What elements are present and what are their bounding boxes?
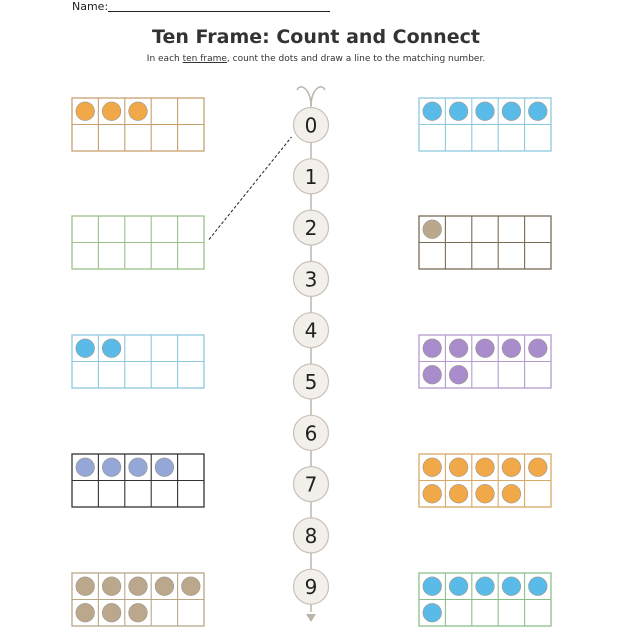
right-frame-3-dot: [476, 339, 495, 358]
right-frame-3-dot: [423, 339, 442, 358]
left-frame-5-dot: [155, 577, 174, 596]
left-frame-5-dot: [129, 603, 148, 622]
right-frame-5-dot: [529, 577, 548, 596]
number-label-9: 9: [304, 575, 318, 600]
right-frame-4-dot: [423, 484, 442, 503]
right-frame-1-dot: [423, 102, 442, 121]
page-title: Ten Frame: Count and Connect: [152, 26, 480, 48]
instructions-ten-frame-term: ten frame: [182, 54, 227, 64]
right-frame-2-dot: [423, 220, 442, 239]
right-frame-4-dot: [423, 458, 442, 477]
right-frame-5-dot: [423, 577, 442, 596]
spine-curl-left: [297, 87, 311, 106]
number-label-8: 8: [304, 523, 318, 548]
left-frame-5-dot: [76, 577, 95, 596]
number-label-4: 4: [304, 318, 318, 343]
instructions-part-1: In each: [146, 54, 183, 64]
left-frame-3-dot: [76, 339, 95, 358]
number-label-5: 5: [304, 370, 318, 394]
left-frame-4-dot: [76, 458, 95, 477]
left-frame-1-dot: [129, 102, 148, 121]
left-frame-5-dot: [129, 577, 148, 596]
right-frame-3-dot: [529, 339, 548, 358]
right-frame-1-dot: [502, 102, 521, 121]
left-frame-5-dot: [102, 577, 121, 596]
number-label-6: 6: [304, 421, 318, 446]
right-frame-5-dot: [476, 577, 495, 596]
right-frame-1-dot: [476, 102, 495, 121]
right-frame-3-dot: [449, 339, 468, 358]
right-frame-4-dot: [502, 484, 521, 503]
right-frame-1-dot: [449, 102, 468, 121]
right-frame-3-dot: [423, 365, 442, 384]
right-frame-4-dot: [449, 458, 468, 477]
right-frame-4-dot: [529, 458, 548, 477]
left-frame-1-dot: [102, 102, 121, 121]
spine-arrow-icon: [306, 614, 316, 622]
number-label-2: 2: [304, 216, 318, 241]
left-frame-5-dot: [102, 603, 121, 622]
right-frame-3-dot: [449, 365, 468, 384]
spine-curl-right: [311, 87, 325, 106]
example-connector-line: [209, 137, 292, 240]
number-label-3: 3: [304, 267, 318, 292]
left-frame-4-dot: [155, 458, 174, 477]
right-frame-1-dot: [529, 102, 548, 121]
left-frame-3-dot: [102, 339, 121, 358]
left-frame-4-dot: [129, 458, 148, 477]
number-label-1: 1: [304, 164, 318, 189]
left-frame-5-dot: [182, 577, 201, 596]
right-frame-4-dot: [449, 484, 468, 503]
number-label-7: 7: [304, 472, 318, 497]
instructions-part-2: , count the dots and draw a line to the matching number.: [226, 54, 486, 64]
left-frame-5-dot: [76, 603, 95, 622]
left-frame-1-dot: [76, 102, 95, 121]
right-frame-5-dot: [423, 603, 442, 622]
right-frame-5-dot: [502, 577, 521, 596]
number-label-0: 0: [304, 113, 318, 138]
name-label: Name:: [72, 0, 109, 13]
right-frame-4-dot: [476, 458, 495, 477]
right-frame-4-dot: [502, 458, 521, 477]
right-frame-3-dot: [502, 339, 521, 358]
right-frame-5-dot: [449, 577, 468, 596]
left-frame-4-dot: [102, 458, 121, 477]
right-frame-4-dot: [476, 484, 495, 503]
